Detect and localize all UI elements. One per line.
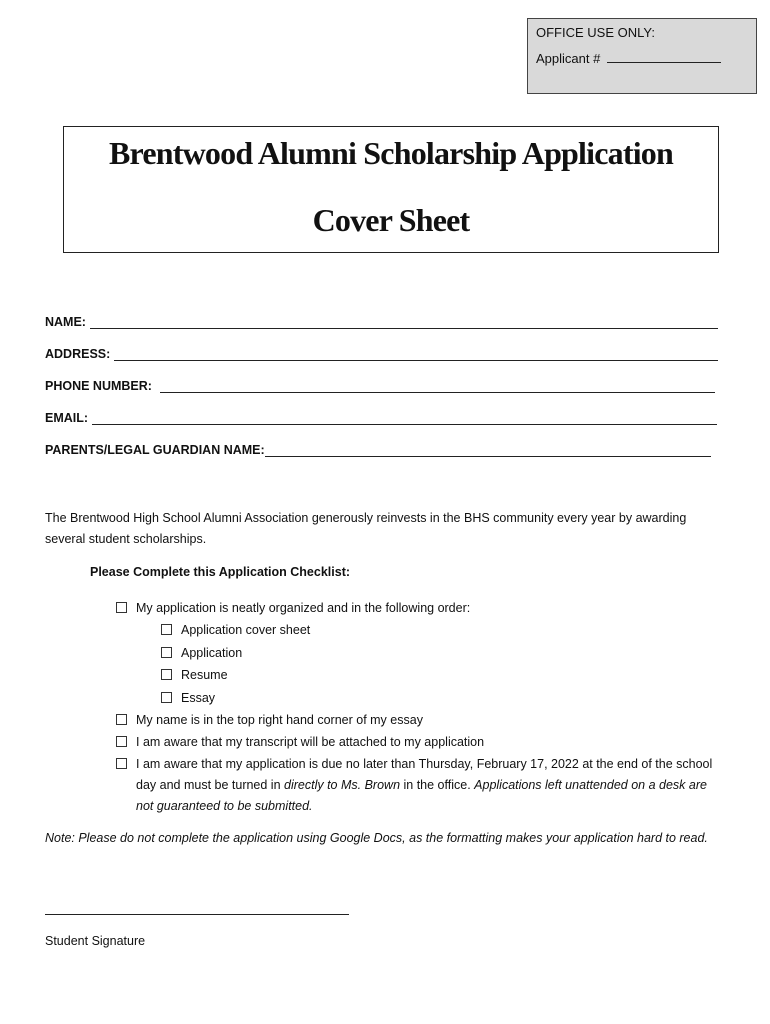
- checkbox[interactable]: [116, 736, 127, 747]
- form-subtitle: Cover Sheet: [312, 202, 470, 238]
- checklist-title: Please Complete this Application Checklist:: [90, 565, 351, 579]
- name-label: NAME:: [45, 315, 86, 329]
- checklist-item-deadline[interactable]: [116, 754, 726, 817]
- checklist-subitem-label: Application cover sheet: [181, 623, 311, 637]
- checkbox[interactable]: [116, 602, 127, 613]
- signature-line[interactable]: [45, 914, 349, 915]
- checkbox[interactable]: [161, 692, 172, 703]
- checkbox[interactable]: [161, 647, 172, 658]
- address-blank[interactable]: [114, 348, 718, 361]
- checklist-item[interactable]: [116, 710, 423, 731]
- checkbox[interactable]: [116, 758, 127, 769]
- phone-field[interactable]: [45, 379, 715, 393]
- email-blank[interactable]: [92, 412, 717, 425]
- note-text: Note: Please do not complete the application using Google Docs, as the formatting makes your application hard to read.: [45, 831, 708, 845]
- checklist-subitem-label: Essay: [181, 691, 216, 705]
- applicant-number-line: [536, 51, 748, 68]
- checklist-subitem[interactable]: [161, 643, 242, 664]
- phone-blank[interactable]: [160, 380, 715, 393]
- checklist-item[interactable]: [116, 598, 470, 619]
- checklist-subitem-label: Application: [181, 646, 243, 660]
- signature-label: Student Signature: [45, 934, 146, 948]
- checklist-subitem[interactable]: [161, 688, 215, 709]
- applicant-number-blank: [607, 52, 721, 63]
- checklist-subitem[interactable]: [161, 620, 310, 641]
- phone-label: PHONE NUMBER:: [45, 379, 152, 393]
- address-label: ADDRESS:: [45, 347, 111, 361]
- guardian-label: PARENTS/LEGAL GUARDIAN NAME:: [45, 443, 265, 457]
- checklist-subitem-label: Resume: [181, 668, 228, 682]
- checkbox[interactable]: [116, 714, 127, 725]
- address-field[interactable]: [45, 347, 718, 361]
- checklist-item[interactable]: [116, 732, 484, 753]
- deadline-delivery-text: directly to Ms. Brown: [284, 778, 401, 792]
- office-use-box: [527, 18, 757, 94]
- email-field[interactable]: [45, 411, 717, 425]
- checkbox[interactable]: [161, 669, 172, 680]
- checklist-item-label: [136, 754, 726, 817]
- deadline-location-text: in the office.: [400, 778, 475, 792]
- title-box: [63, 126, 719, 253]
- deadline-text: I am aware that my application is due no later than Thursday, February 17, 2022 at the end of the school day and must be turned in: [136, 757, 713, 792]
- checklist-subitem[interactable]: [161, 665, 228, 686]
- email-label: EMAIL:: [45, 411, 89, 425]
- form-title: Brentwood Alumni Scholarship Application: [108, 135, 673, 171]
- applicant-number-label: Applicant #: [536, 50, 601, 66]
- intro-paragraph: The Brentwood High School Alumni Association generously reinvests in the BHS community every year by awarding several student scholarships.: [45, 511, 687, 546]
- office-use-title: OFFICE USE ONLY:: [536, 25, 655, 40]
- guardian-blank[interactable]: [265, 444, 711, 457]
- checklist-item-label: My name is in the top right hand corner of my essay: [136, 713, 423, 727]
- checklist-item-label: My application is neatly organized and in the following order:: [136, 601, 471, 615]
- checkbox[interactable]: [161, 624, 172, 635]
- name-field[interactable]: [45, 315, 718, 329]
- deadline-warning-text: Applications left unattended on a desk are not guaranteed to be submitted.: [136, 778, 707, 813]
- guardian-field[interactable]: [45, 443, 711, 457]
- checklist-item-label: I am aware that my transcript will be attached to my application: [136, 735, 485, 749]
- name-blank[interactable]: [90, 316, 718, 329]
